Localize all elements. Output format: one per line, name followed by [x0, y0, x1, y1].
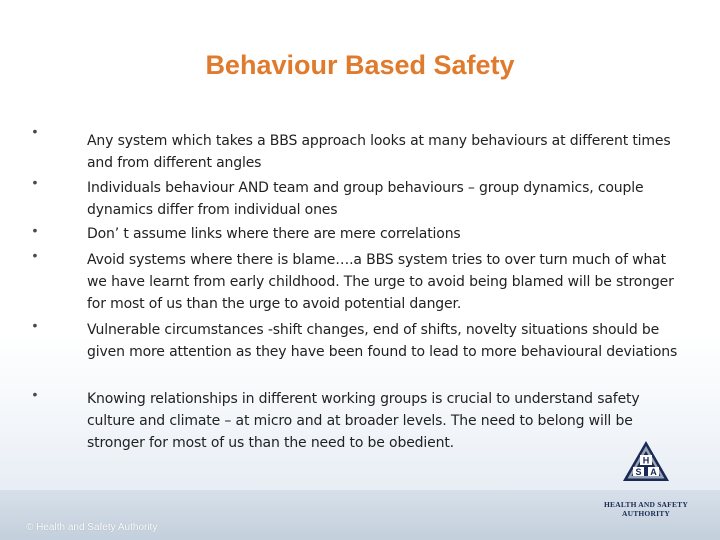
bullet-marker: • — [32, 247, 38, 263]
footer-copyright: © Health and Safety Authority — [26, 522, 158, 533]
bullet-item: Vulnerable circumstances -shift changes, end of shifts, novelty situations should be given more attention as they have been found to lead to more behavioural deviations — [87, 322, 678, 360]
bullet-marker: • — [32, 317, 38, 333]
bullet-marker: • — [32, 174, 38, 190]
logo-text-line2: AUTHORITY — [621, 509, 671, 518]
bullet-item: Don’ t assume links where there are mere correlations — [87, 226, 461, 242]
logo-letter-h: H — [642, 455, 650, 466]
hsa-triangle-icon — [622, 440, 670, 482]
hsa-logo — [600, 440, 692, 526]
bullet-marker: • — [32, 222, 38, 238]
bullet-item: Knowing relationships in different working groups is crucial to understand safety culture and climate – at micro and at broader levels. The need to belong will be stronger for most of us than the need to be obedient. — [87, 391, 640, 451]
bullet-item: Individuals behaviour AND team and group behaviours – group dynamics, couple dynamics differ from individual ones — [87, 180, 644, 218]
logo-letter-s: S — [635, 467, 642, 477]
slide-title: Behaviour Based Safety — [205, 50, 515, 80]
bullet-item: Avoid systems where there is blame….a BBS system tries to over turn much of what we have learnt from early childhood. The urge to avoid being blamed will be stronger for most of us than the urge to avoid potential danger. — [87, 252, 674, 312]
logo-text-line1: HEALTH AND SAFETY — [604, 500, 688, 509]
bullet-marker: • — [32, 123, 38, 139]
bullet-item: Any system which takes a BBS approach looks at many behaviours at different times and from different angles — [87, 133, 671, 171]
logo-letter-a: A — [650, 467, 657, 477]
bullet-marker: • — [32, 386, 38, 402]
